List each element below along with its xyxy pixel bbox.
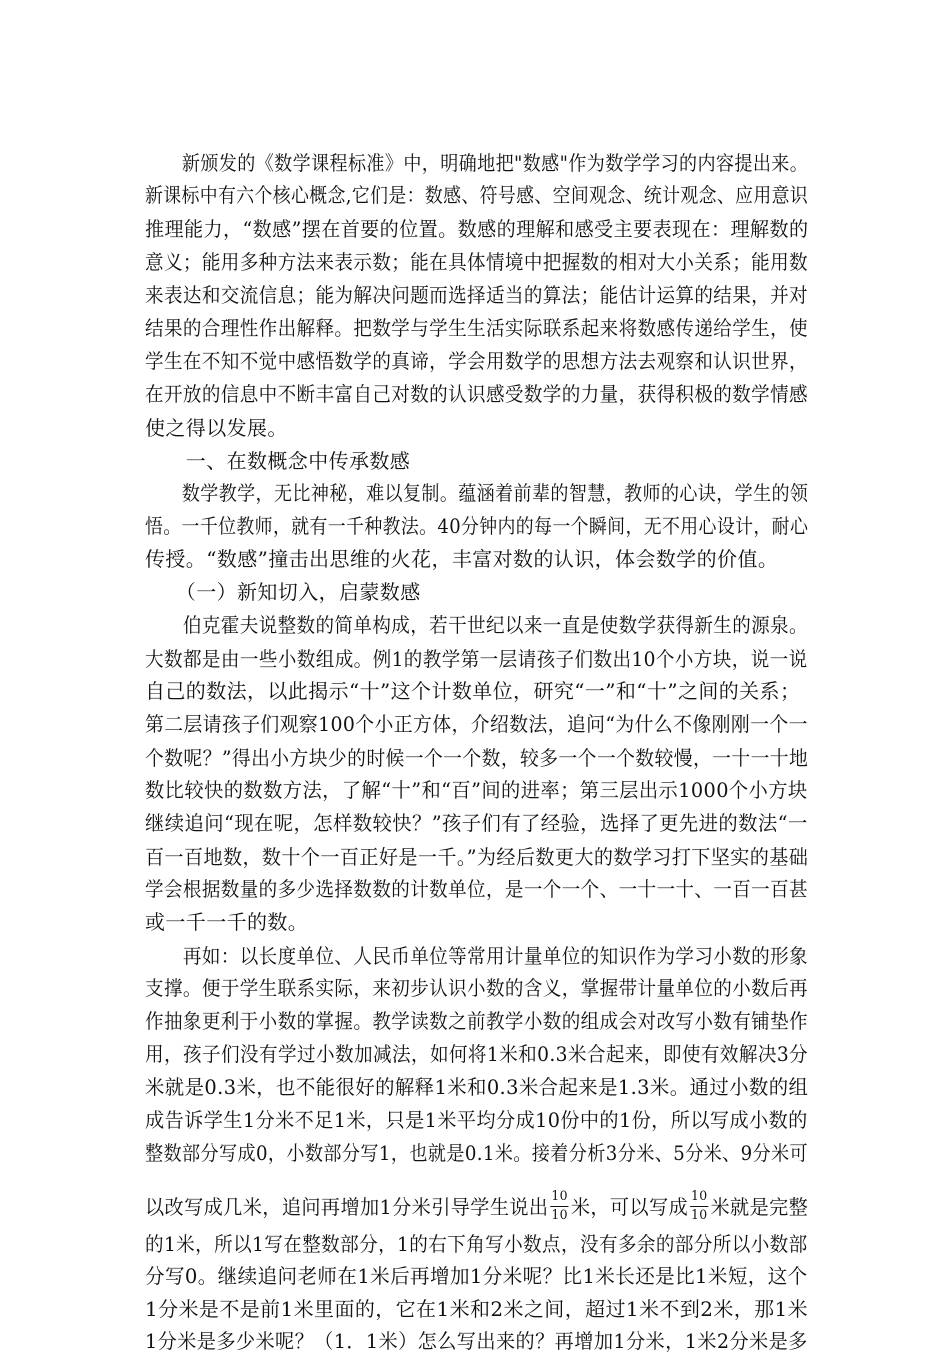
text-segment: 米就是完整 (710, 1195, 809, 1220)
text-line: 或一千一千的数。 (145, 910, 309, 935)
section-heading: 一、在数概念中传承数感 (145, 448, 411, 473)
text-segment: 米，可以写成 (570, 1195, 689, 1220)
text-line: 成告诉学生1分米不足1米，只是1米平均分成10份中的1份，所以写成小数的 (145, 1108, 808, 1133)
fraction (690, 1190, 709, 1223)
text-line: 新颁发的《数学课程标准》中，明确地把"数感"作为数学学习的内容提出来。 (145, 151, 809, 175)
text-line: 1分米是多少米呢？（1．1米）怎么写出来的？再增加1分米，1米2分米是多 (145, 1329, 808, 1353)
text-line: 百一百地数，数十个一百正好是一千。”为经后数更大的数学习打下坚实的基础 (145, 844, 809, 869)
text-line: 自己的数法，以此揭示“十”这个计数单位，研究“一”和“十”之间的关系； (145, 679, 801, 704)
fraction-numerator: 10 (550, 1190, 569, 1207)
text-line: 再如：以长度单位、人民币单位等常用计量单位的知识作为学习小数的形象 (145, 943, 808, 968)
subsection-heading: （一）新知切入，启蒙数感 (145, 580, 421, 605)
text-line: 数比较快的数数方法，了解“十”和“百”间的进率；第三层出示1000个小方块 (145, 778, 808, 803)
text-line: 结果的合理性作出解释。把数学与学生生活实际联系起来将数感传递给学生，使 (145, 315, 808, 340)
text-line: 意义；能用多种方法来表示数；能在具体情境中把握数的相对大小关系；能用数 (145, 249, 808, 274)
text-line: 第二层请孩子们观察100个小正方体，介绍数法，追问“为什么不像刚刚一个一 (145, 712, 808, 737)
text-line: 个数呢？”得出小方块少的时候一个一个数，较多一个一个数较慢，一十一十地 (145, 745, 809, 770)
fraction (550, 1190, 569, 1223)
text-line: 在开放的信息中不断丰富自己对数的认识感受数学的力量，获得积极的数学情感 (145, 382, 808, 407)
text-line: 学会根据数量的多少选择数数的计数单位，是一个一个、一十一十、一百一百甚 (145, 877, 808, 902)
text-line: 数学教学，无比神秘，难以复制。蕴涵着前辈的智慧，教师的心诀，学生的领 (145, 481, 809, 506)
text-line: 1分米是不是前1米里面的，它在1米和2米之间，超过1米不到2米，那1米 (145, 1296, 809, 1321)
text-line: 学生在不知不觉中感悟数学的真谛，学会用数学的思想方法去观察和认识世界， (145, 348, 808, 373)
text-segment: 以改写成几米，追问再增加1分米引导学生说出 (145, 1195, 549, 1220)
text-line: 米就是0.3米，也不能很好的解释1米和0.3米合起来是1.3米。通过小数的组 (145, 1074, 809, 1099)
text-line: 支撑。便于学生联系实际，来初步认识小数的含义，掌握带计量单位的小数后再 (145, 975, 808, 1000)
text-line: 整数部分写成0，小数部分写1，也就是0.1米。接着分析3分米、5分米、9分米可 (145, 1140, 809, 1165)
text-line: 用，孩子们没有学过小数加减法，如何将1米和0.3米合起来，即使有效解决3分 (145, 1041, 809, 1066)
text-line: 的1米，所以1写在整数部分，1的右下角写小数点，没有多余的部分所以小数部 (145, 1231, 808, 1256)
text-line: 推理能力，“数感”摆在首要的位置。数感的理解和感受主要表现在：理解数的 (145, 216, 809, 241)
text-line: 大数都是由一些小数组成。例1的教学第一层请孩子们数出10个小方块，说一说 (145, 646, 808, 671)
text-line: 新课标中有六个核心概念,它们是：数感、符号感、空间观念、统计观念、应用意识 (145, 183, 809, 208)
fraction-numerator: 10 (690, 1190, 709, 1207)
text-line: 传授。“数感”撞击出思维的火花，丰富对数的认识，体会数学的价值。 (145, 546, 779, 571)
text-line: 使之得以发展。 (145, 415, 288, 440)
text-line: 悟。一千位教师，就有一千种教法。40分钟内的每一个瞬间，无不用心设计，耐心 (145, 514, 809, 539)
text-line: 继续追问“现在呢，怎样数较快？”孩子们有了经验，选择了更先进的数法“一 (145, 811, 808, 836)
text-line: 作抽象更利于小数的掌握。教学读数之前教学小数的组成会对改写小数有铺垫作 (145, 1009, 808, 1034)
text-line: 来表达和交流信息；能为解决问题而选择适当的算法；能估计运算的结果，并对 (145, 283, 808, 308)
text-line: 伯克霍夫说整数的简单构成，若干世纪以来一直是使数学获得新生的源泉。 (145, 613, 808, 638)
fraction-denominator: 10 (551, 1208, 568, 1224)
fraction-denominator: 10 (690, 1208, 708, 1224)
text-line: 分写0。继续追问老师在1米后再增加1分米呢？比1米长还是比1米短，这个 (145, 1264, 808, 1289)
fraction-line (145, 1185, 808, 1229)
